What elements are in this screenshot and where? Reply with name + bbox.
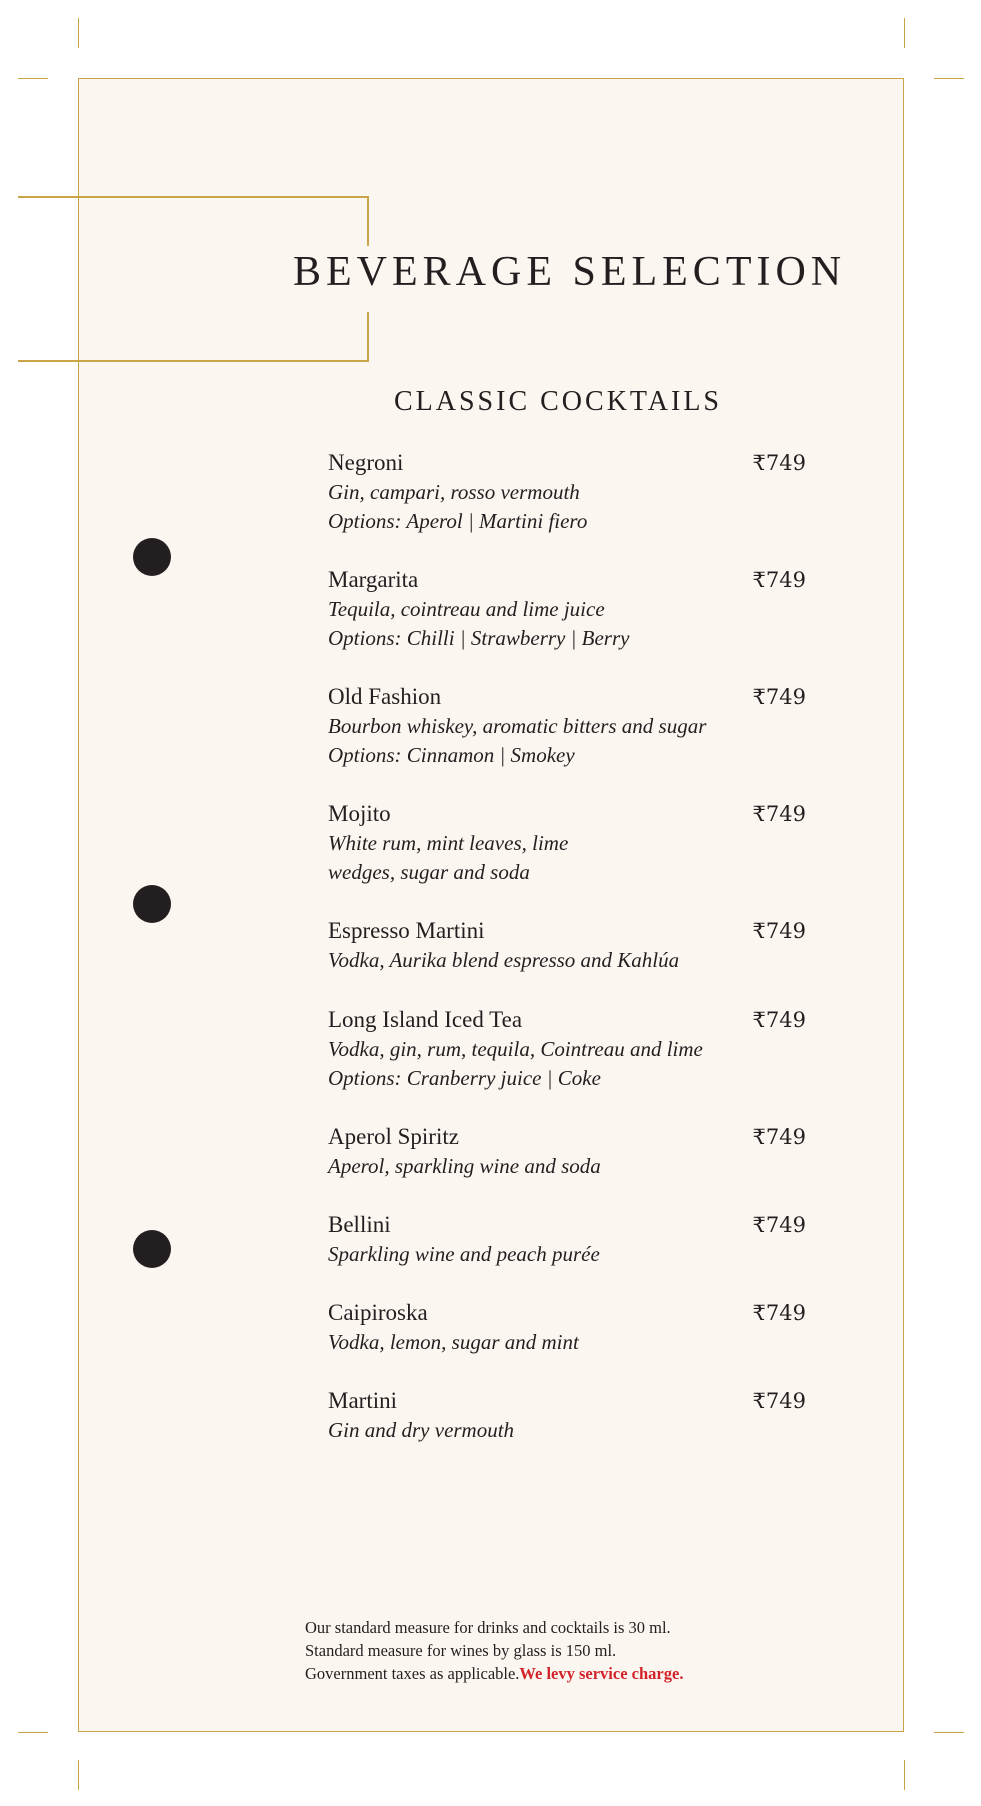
footer-line: Our standard measure for drinks and cocktails is 30 ml.: [305, 1618, 671, 1637]
crop-mark: [18, 78, 48, 79]
menu-item: [328, 916, 808, 975]
item-description: Gin, campari, rosso vermouth: [328, 480, 580, 504]
item-name: Caipiroska: [328, 1300, 428, 1325]
crop-mark: [934, 1732, 964, 1733]
item-price: ₹749: [752, 1008, 806, 1032]
item-name: Negroni: [328, 450, 404, 475]
menu-item: [328, 448, 808, 536]
item-price: ₹749: [752, 1389, 806, 1413]
item-description: Aperol, sparkling wine and soda: [328, 1154, 601, 1178]
item-description: Vodka, lemon, sugar and mint: [328, 1330, 579, 1354]
item-options: Options: Chilli | Strawberry | Berry: [328, 626, 630, 650]
item-name: Aperol Spiritz: [328, 1124, 459, 1149]
decorative-bracket: [18, 196, 368, 198]
item-description: Gin and dry vermouth: [328, 1418, 515, 1442]
page-title: BEVERAGE SELECTION: [293, 249, 847, 295]
item-name: Old Fashion: [328, 684, 442, 709]
menu-item: [328, 1210, 808, 1269]
menu-page: [78, 78, 904, 1732]
menu-item: [328, 1298, 808, 1357]
item-price: ₹749: [752, 1125, 806, 1149]
crop-mark: [78, 18, 79, 48]
item-name: Espresso Martini: [328, 918, 485, 943]
footer-notes: [305, 1616, 785, 1685]
item-name: Mojito: [328, 801, 391, 826]
menu-item: [328, 1005, 808, 1093]
crop-mark: [78, 1760, 79, 1790]
crop-mark: [934, 78, 964, 79]
footer-line: [305, 1662, 785, 1685]
menu-item: [328, 1122, 808, 1181]
item-price: ₹749: [752, 802, 806, 826]
item-price: ₹749: [752, 451, 806, 475]
item-price: ₹749: [752, 1213, 806, 1237]
item-price: ₹749: [752, 568, 806, 592]
item-price: ₹749: [752, 919, 806, 943]
binder-hole: [133, 538, 171, 576]
menu-item: [328, 682, 808, 770]
item-description: Vodka, Aurika blend espresso and Kahlúa: [328, 948, 680, 972]
item-price: ₹749: [752, 685, 806, 709]
item-name: Long Island Iced Tea: [328, 1007, 523, 1032]
item-options: Options: Cinnamon | Smokey: [328, 743, 575, 767]
item-price: ₹749: [752, 1301, 806, 1325]
decorative-bracket: [367, 312, 369, 362]
item-description: White rum, mint leaves, lime: [328, 831, 569, 855]
crop-mark: [18, 1732, 48, 1733]
section-title: CLASSIC COCKTAILS: [393, 386, 723, 417]
item-name: Margarita: [328, 567, 419, 592]
menu-item: [328, 1386, 808, 1445]
item-options: Options: Aperol | Martini fiero: [328, 509, 588, 533]
menu-item: [328, 799, 808, 887]
item-description: Sparkling wine and peach purée: [328, 1242, 600, 1266]
item-description: wedges, sugar and soda: [328, 860, 530, 884]
binder-hole: [133, 885, 171, 923]
crop-mark: [904, 1760, 905, 1790]
footer-tax-note: Government taxes as applicable.: [305, 1664, 520, 1683]
item-name: Martini: [328, 1388, 397, 1413]
footer-line: Standard measure for wines by glass is 150 ml.: [305, 1641, 617, 1660]
item-options: Options: Cranberry juice | Coke: [328, 1066, 601, 1090]
decorative-bracket: [18, 360, 368, 362]
binder-hole: [133, 1230, 171, 1268]
item-description: Bourbon whiskey, aromatic bitters and sugar: [328, 714, 707, 738]
decorative-bracket: [367, 196, 369, 246]
item-description: Vodka, gin, rum, tequila, Cointreau and lime: [328, 1037, 703, 1061]
item-name: Bellini: [328, 1212, 391, 1237]
crop-mark: [904, 18, 905, 48]
item-description: Tequila, cointreau and lime juice: [328, 597, 605, 621]
service-charge-note: We levy service charge.: [519, 1664, 684, 1683]
menu-item: [328, 565, 808, 653]
